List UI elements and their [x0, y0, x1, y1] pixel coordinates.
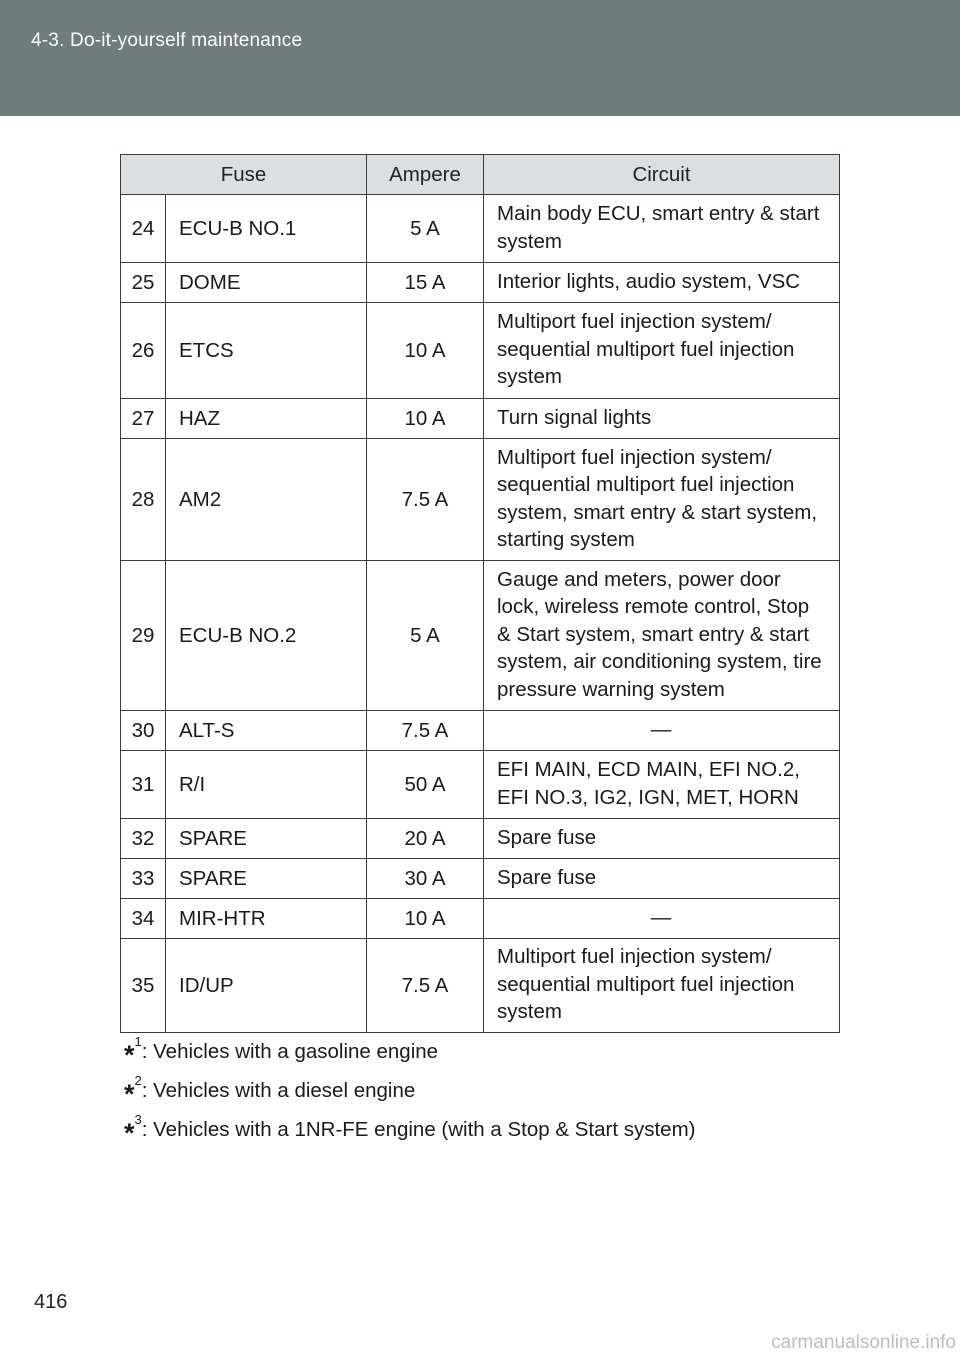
- table-row: [121, 711, 840, 751]
- table-row: [121, 751, 840, 819]
- fuse-circuit: —: [484, 711, 840, 751]
- fuse-circuit: Gauge and meters, power door lock, wireless remote control, Stop & Start system, smart entry & start system, air conditioning system, tire pressure warning system: [484, 561, 840, 711]
- header-ampere: Ampere: [367, 155, 484, 195]
- fuse-table: [120, 154, 840, 1033]
- fuse-circuit: Multiport fuel injection system/ sequential multiport fuel injection system: [484, 303, 840, 399]
- header-fuse: Fuse: [121, 155, 367, 195]
- fuse-name: ECU-B NO.1: [166, 195, 367, 263]
- footnote-text: : Vehicles with a gasoline engine: [141, 1040, 439, 1063]
- footnote-text: : Vehicles with a diesel engine: [141, 1079, 416, 1102]
- table-row: [121, 859, 840, 899]
- fuse-number: 28: [121, 439, 166, 561]
- fuse-name: MIR-HTR: [166, 899, 367, 939]
- table-row: [121, 399, 840, 439]
- fuse-circuit: Multiport fuel injection system/ sequential multiport fuel injection system, smart entry & start system, starting system: [484, 439, 840, 561]
- fuse-number: 29: [121, 561, 166, 711]
- fuse-number: 30: [121, 711, 166, 751]
- fuse-ampere: 7.5 A: [367, 439, 484, 561]
- fuse-ampere: 5 A: [367, 561, 484, 711]
- fuse-name: SPARE: [166, 859, 367, 899]
- fuse-ampere: 15 A: [367, 263, 484, 303]
- fuse-name: R/I: [166, 751, 367, 819]
- fuse-name: ECU-B NO.2: [166, 561, 367, 711]
- fuse-name: SPARE: [166, 819, 367, 859]
- fuse-number: 27: [121, 399, 166, 439]
- fuse-ampere: 10 A: [367, 899, 484, 939]
- header-circuit: Circuit: [484, 155, 840, 195]
- table-row: [121, 303, 840, 399]
- fuse-name: AM2: [166, 439, 367, 561]
- table-row: [121, 263, 840, 303]
- footnote-number: 3: [134, 1112, 142, 1128]
- fuse-circuit: Turn signal lights: [484, 399, 840, 439]
- fuse-circuit: Spare fuse: [484, 819, 840, 859]
- fuse-number: 32: [121, 819, 166, 859]
- table-row: [121, 561, 840, 711]
- fuse-ampere: 10 A: [367, 303, 484, 399]
- table-row: [121, 195, 840, 263]
- fuse-name: HAZ: [166, 399, 367, 439]
- fuse-circuit: —: [484, 899, 840, 939]
- footnote: [124, 1073, 695, 1112]
- footnote-text: : Vehicles with a 1NR-FE engine (with a Stop & Start system): [141, 1118, 696, 1141]
- fuse-ampere: 7.5 A: [367, 939, 484, 1033]
- footnote-asterisk: *: [124, 1118, 135, 1148]
- fuse-number: 24: [121, 195, 166, 263]
- fuse-number: 33: [121, 859, 166, 899]
- fuse-circuit: EFI MAIN, ECD MAIN, EFI NO.2, EFI NO.3, IG2, IGN, MET, HORN: [484, 751, 840, 819]
- section-title: 4-3. Do-it-yourself maintenance: [31, 30, 303, 51]
- footnote: [124, 1034, 695, 1073]
- fuse-ampere: 20 A: [367, 819, 484, 859]
- fuse-number: 25: [121, 263, 166, 303]
- watermark-text: carmanualsonline.info: [771, 1332, 956, 1353]
- fuse-ampere: 7.5 A: [367, 711, 484, 751]
- fuse-ampere: 10 A: [367, 399, 484, 439]
- table-row: [121, 939, 840, 1033]
- footnote-asterisk: *: [124, 1040, 135, 1070]
- fuse-circuit: Spare fuse: [484, 859, 840, 899]
- table-row: [121, 819, 840, 859]
- fuse-name: ETCS: [166, 303, 367, 399]
- fuse-number: 34: [121, 899, 166, 939]
- fuse-name: ID/UP: [166, 939, 367, 1033]
- page-number: 416: [34, 1291, 68, 1313]
- fuse-circuit: Main body ECU, smart entry & start system: [484, 195, 840, 263]
- footnote: [124, 1112, 695, 1151]
- table-row: [121, 439, 840, 561]
- fuse-circuit: Multiport fuel injection system/ sequential multiport fuel injection system: [484, 939, 840, 1033]
- fuse-ampere: 30 A: [367, 859, 484, 899]
- fuse-circuit: Interior lights, audio system, VSC: [484, 263, 840, 303]
- fuse-number: 26: [121, 303, 166, 399]
- fuse-number: 35: [121, 939, 166, 1033]
- fuse-ampere: 5 A: [367, 195, 484, 263]
- footnotes: [124, 1034, 695, 1151]
- fuse-number: 31: [121, 751, 166, 819]
- fuse-name: ALT-S: [166, 711, 367, 751]
- fuse-ampere: 50 A: [367, 751, 484, 819]
- page-header-band: [0, 0, 960, 116]
- footnote-asterisk: *: [124, 1079, 135, 1109]
- table-header-row: [121, 155, 840, 195]
- fuse-name: DOME: [166, 263, 367, 303]
- footnote-number: 2: [134, 1073, 142, 1089]
- table-row: [121, 899, 840, 939]
- footnote-number: 1: [134, 1034, 142, 1050]
